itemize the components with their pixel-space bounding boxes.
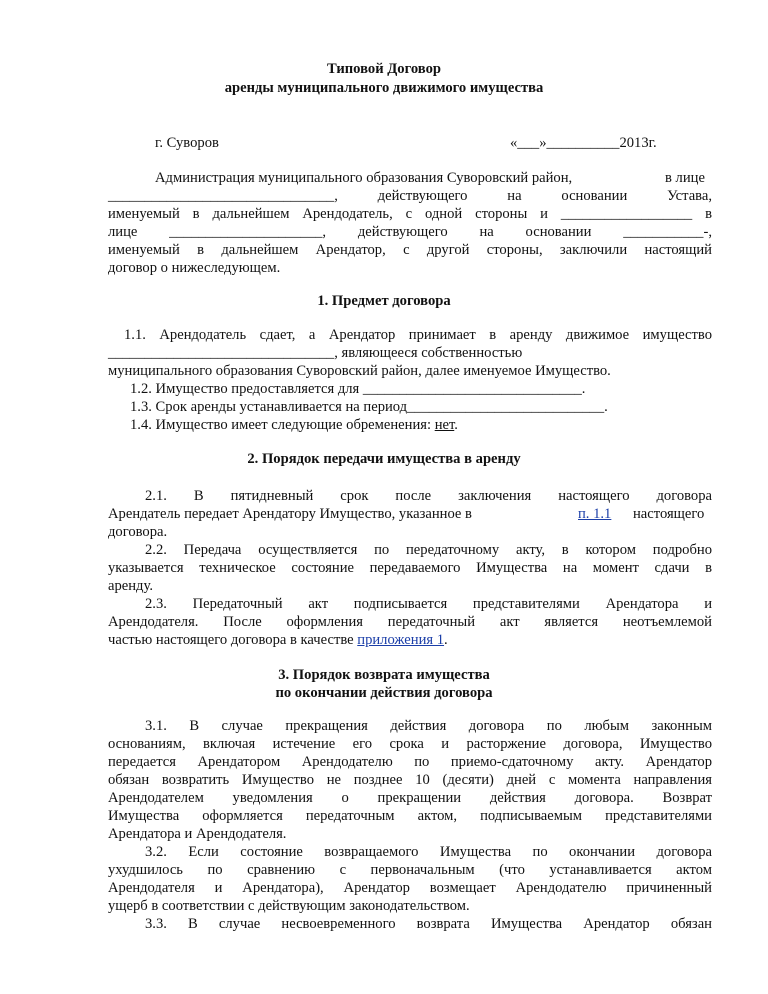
preamble-line: именуемый в дальнейшем Арендатор, с другой стороны, заключили настоящий bbox=[108, 242, 712, 258]
preamble-line: _______________________________, действующего на основании Устава, bbox=[108, 188, 712, 204]
section-3-heading: 3. Порядок возврата имущества bbox=[278, 667, 490, 683]
clause-2-2-line: указывается техническое состояние передаваемого Имущества на момент сдачи в bbox=[108, 560, 712, 576]
date-open-quote: « bbox=[510, 135, 518, 151]
preamble-line: Администрация муниципального образования Суворовский район, bbox=[155, 170, 573, 186]
clause-3-1-line: Имущества оформляется передаточным актом, подписываемым представителями bbox=[108, 808, 712, 824]
clause-1-1-line: муниципального образования Суворовский район, далее именуемое Имущество. bbox=[108, 363, 611, 379]
clause-2-1: 2.1. В пятидневный срок после заключения настоящего договора bbox=[145, 488, 712, 504]
clause-2-1-line: Арендатель передает Арендатору Имущество, указанное в bbox=[108, 506, 472, 522]
clause-3-1: 3.1. В случае прекращения действия договора по любым законным bbox=[145, 718, 712, 734]
clause-2-3: 2.3. Передаточный акт подписывается представителями Арендатора и bbox=[145, 596, 712, 612]
clause-2-1-line-end: настоящего bbox=[633, 506, 705, 522]
preamble-line: договор о нижеследующем. bbox=[108, 260, 281, 276]
date-month-blank: __________ bbox=[546, 135, 620, 151]
document-subtitle: аренды муниципального движимого имущества bbox=[224, 80, 544, 96]
clause-2-2-line: аренду. bbox=[108, 578, 153, 594]
clause-1-1: 1.1. Арендодатель сдает, а Арендатор принимает в аренду движимое имущество bbox=[124, 327, 712, 343]
clause-3-2: 3.2. Если состояние возвращаемого Имущества по окончании договора bbox=[145, 844, 712, 860]
contract-date bbox=[510, 134, 657, 152]
clause-3-1-line: обязан возвратить Имущество не позднее 10 (десяти) дней с момента направления bbox=[108, 772, 712, 788]
clause-3-2-line: Арендодателя и Арендатора), Арендатор возмещает Арендодателю причиненный bbox=[108, 880, 712, 896]
clause-2-1-line: договора. bbox=[108, 524, 168, 540]
clause-1-4-text: 1.4. Имущество имеет следующие обременения: bbox=[130, 417, 435, 433]
preamble-line: именуемый в дальнейшем Арендодатель, с одной стороны и __________________ в bbox=[108, 206, 712, 222]
date-year: 2013г. bbox=[619, 135, 657, 151]
preamble-line: в лице bbox=[665, 170, 705, 186]
date-close-quote: » bbox=[539, 135, 547, 151]
clause-3-2-line: ухудшилось по сравнению с первоначальным (что устанавливается актом bbox=[108, 862, 712, 878]
clause-3-1-line: передается Арендатором Арендодателю по приемо-сдаточному акту. Арендатор bbox=[108, 754, 712, 770]
clause-2-3-text: частью настоящего договора в качестве bbox=[108, 632, 358, 648]
section-2-heading: 2. Порядок передачи имущества в аренду bbox=[247, 451, 521, 467]
clause-1-2: 1.2. Имущество предоставляется для ______________________________. bbox=[130, 381, 586, 397]
contract-place: г. Суворов bbox=[155, 135, 219, 151]
clause-3-1-line: Арендатора и Арендодателя. bbox=[108, 826, 287, 842]
clause-3-1-line: основаниям, включая истечение его срока и расторжение договора, Имущество bbox=[108, 736, 712, 752]
section-1-heading: 1. Предмет договора bbox=[317, 293, 451, 309]
clause-1-1-link[interactable]: п. 1.1 bbox=[578, 506, 612, 522]
clause-1-3: 1.3. Срок аренды устанавливается на период___________________________. bbox=[130, 399, 608, 415]
clause-2-3-end: . bbox=[444, 632, 448, 648]
clause-2-3-line: Арендодателя. После оформления передаточный акт является неотъемлемой bbox=[108, 614, 712, 630]
encumbrance-value: нет bbox=[434, 417, 455, 433]
clause-1-4-end: . bbox=[454, 417, 458, 433]
clause-3-1-line: Арендодателем уведомления о прекращении действия договора. Возврат bbox=[108, 790, 712, 806]
clause-3-2-line: ущерб в соответствии с действующим законодательством. bbox=[108, 898, 470, 914]
section-3-subheading: по окончании действия договора bbox=[275, 685, 493, 701]
preamble-line: лице _____________________, действующего на основании ___________-, bbox=[108, 224, 712, 240]
appendix-1-link[interactable]: приложения 1 bbox=[357, 632, 445, 648]
clause-2-2: 2.2. Передача осуществляется по передаточному акту, в котором подробно bbox=[145, 542, 712, 558]
document-title: Типовой Договор bbox=[327, 61, 441, 77]
clause-1-1-line: _______________________________, являющееся собственностью bbox=[108, 345, 523, 361]
clause-1-4 bbox=[130, 416, 458, 434]
clause-2-3-line bbox=[108, 631, 448, 649]
date-day-blank: ___ bbox=[517, 135, 540, 151]
clause-3-3: 3.3. В случае несвоевременного возврата Имущества Арендатор обязан bbox=[145, 916, 712, 932]
